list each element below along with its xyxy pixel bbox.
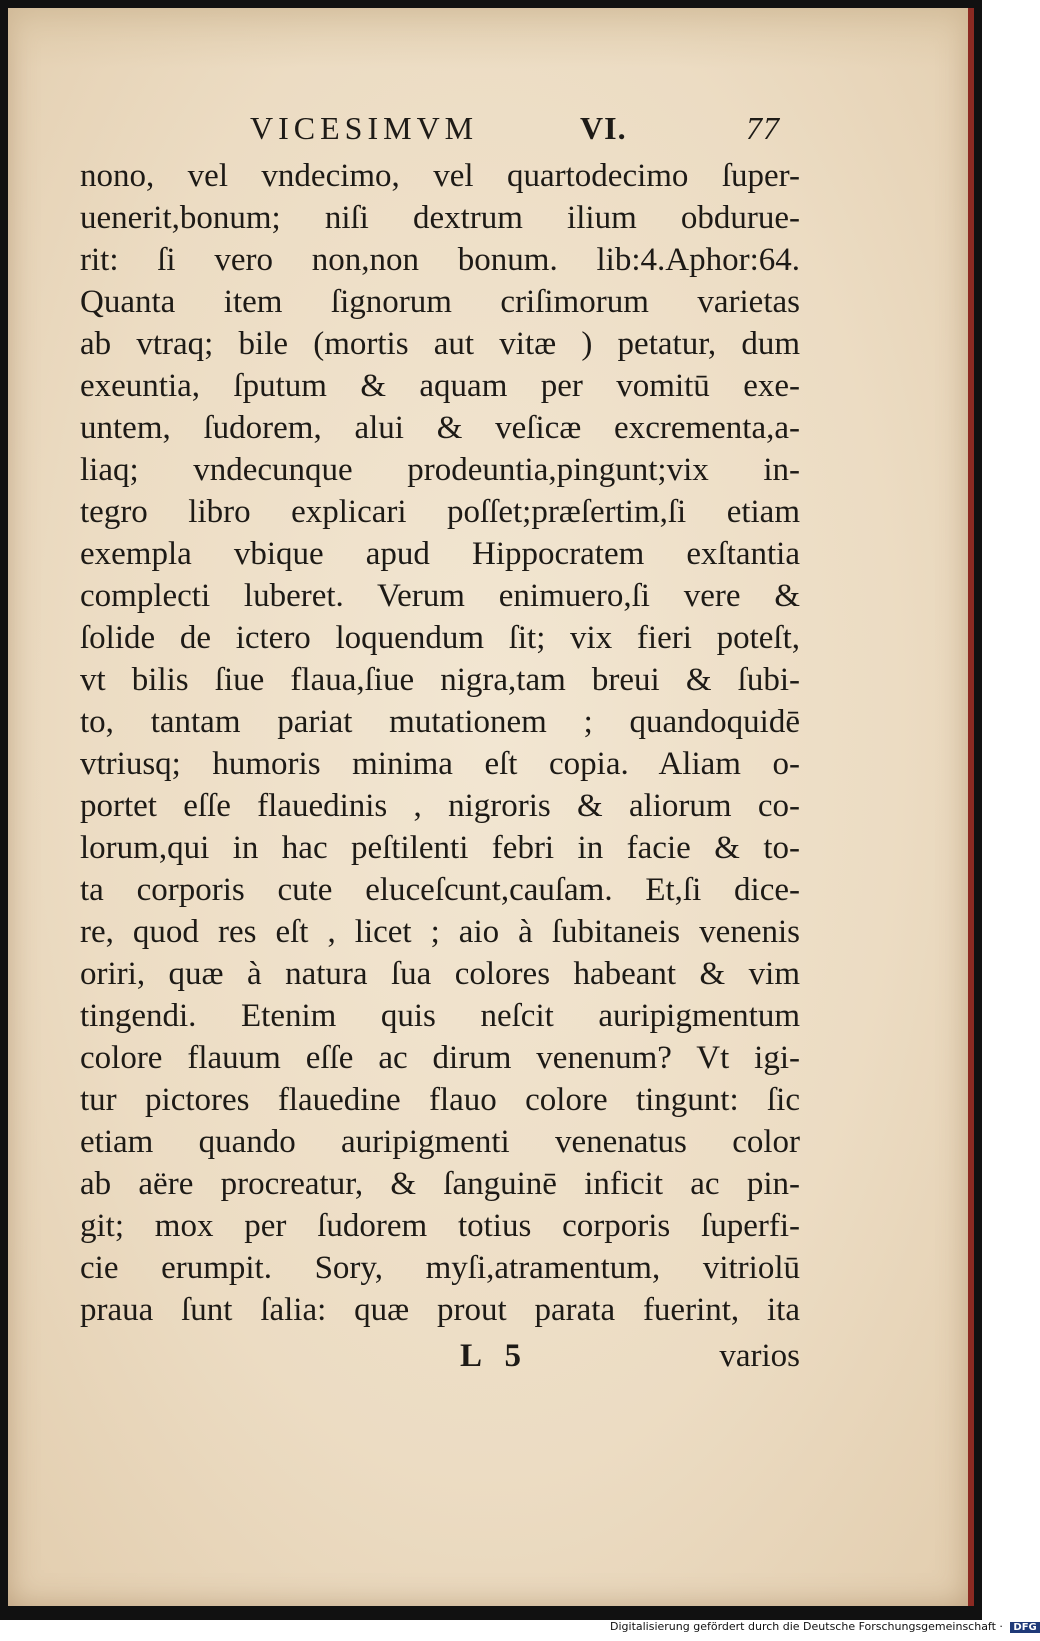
running-head (250, 110, 780, 150)
dfg-credit-text: Digitalisierung gefördert durch die Deutsche Forschungsgemeinschaft · (610, 1620, 1003, 1633)
text-line: tegro libro explicari poſſet;præſertim,ſi etiam (80, 494, 800, 530)
body-text (80, 155, 800, 1331)
text-line: tur pictores flauedine flauo colore tingunt: ſic (80, 1082, 800, 1118)
text-line: Quanta item ſignorum criſimorum varietas (80, 284, 800, 320)
text-line: rit: ſi vero non,non bonum. lib:4.Aphor:64. (80, 242, 800, 278)
text-line: cie erumpit. Sory, myſi,atramentum, vitriolū (80, 1250, 800, 1286)
text-line: colore flauum eſſe ac dirum venenum? Vt igi- (80, 1040, 800, 1076)
running-head-title: VICESIMVM (250, 110, 479, 146)
text-line: re, quod res eſt , licet ; aio à ſubitaneis venenis (80, 914, 800, 950)
text-line: untem, ſudorem, alui & veſicæ excrementa,a- (80, 410, 800, 446)
catchword: varios (719, 1338, 800, 1374)
text-line: exeuntia, ſputum & aquam per vomitū exe- (80, 368, 800, 404)
text-line: ſolide de ictero loquendum ſit; vix fieri poteſt, (80, 620, 800, 656)
signature-mark: L 5 (460, 1338, 529, 1374)
text-line: oriri, quæ à natura ſua colores habeant & vim (80, 956, 800, 992)
dfg-logo: DFG (1010, 1622, 1039, 1633)
text-line: ab vtraq; bile (mortis aut vitæ ) petatur, dum (80, 326, 800, 362)
text-line: etiam quando auripigmenti venenatus color (80, 1124, 800, 1160)
page-number: 77 (746, 110, 780, 146)
dfg-credit (610, 1620, 1040, 1638)
chapter-number: VI. (580, 110, 627, 146)
text-line: lorum,qui in hac peſtilenti febri in facie & to- (80, 830, 800, 866)
text-line: ab aëre procreatur, & ſanguinē inficit ac pin- (80, 1166, 800, 1202)
text-line: uenerit,bonum; niſi dextrum ilium obdurue- (80, 200, 800, 236)
page-stain (8, 8, 968, 68)
text-line: complecti luberet. Verum enimuero,ſi vere & (80, 578, 800, 614)
text-line: vtriusq; humoris minima eſt copia. Aliam o- (80, 746, 800, 782)
text-line: git; mox per ſudorem totius corporis ſuperfi- (80, 1208, 800, 1244)
text-line: portet eſſe flauedinis , nigroris & aliorum co- (80, 788, 800, 824)
text-line: vt bilis ſiue flaua,ſiue nigra,tam breui & ſubi- (80, 662, 800, 698)
text-line: ta corporis cute eluceſcunt,cauſam. Et,ſi dice- (80, 872, 800, 908)
text-line: liaq; vndecunque prodeuntia,pingunt;vix in- (80, 452, 800, 488)
page-footer (80, 1338, 800, 1378)
text-line: tingendi. Etenim quis neſcit auripigmentum (80, 998, 800, 1034)
text-line: to, tantam pariat mutationem ; quandoquidē (80, 704, 800, 740)
text-line: praua ſunt ſalia: quæ prout parata fuerint, ita (80, 1292, 800, 1328)
text-line: exempla vbique apud Hippocratem exſtantia (80, 536, 800, 572)
text-line: nono, vel vndecimo, vel quartodecimo ſuper- (80, 158, 800, 194)
